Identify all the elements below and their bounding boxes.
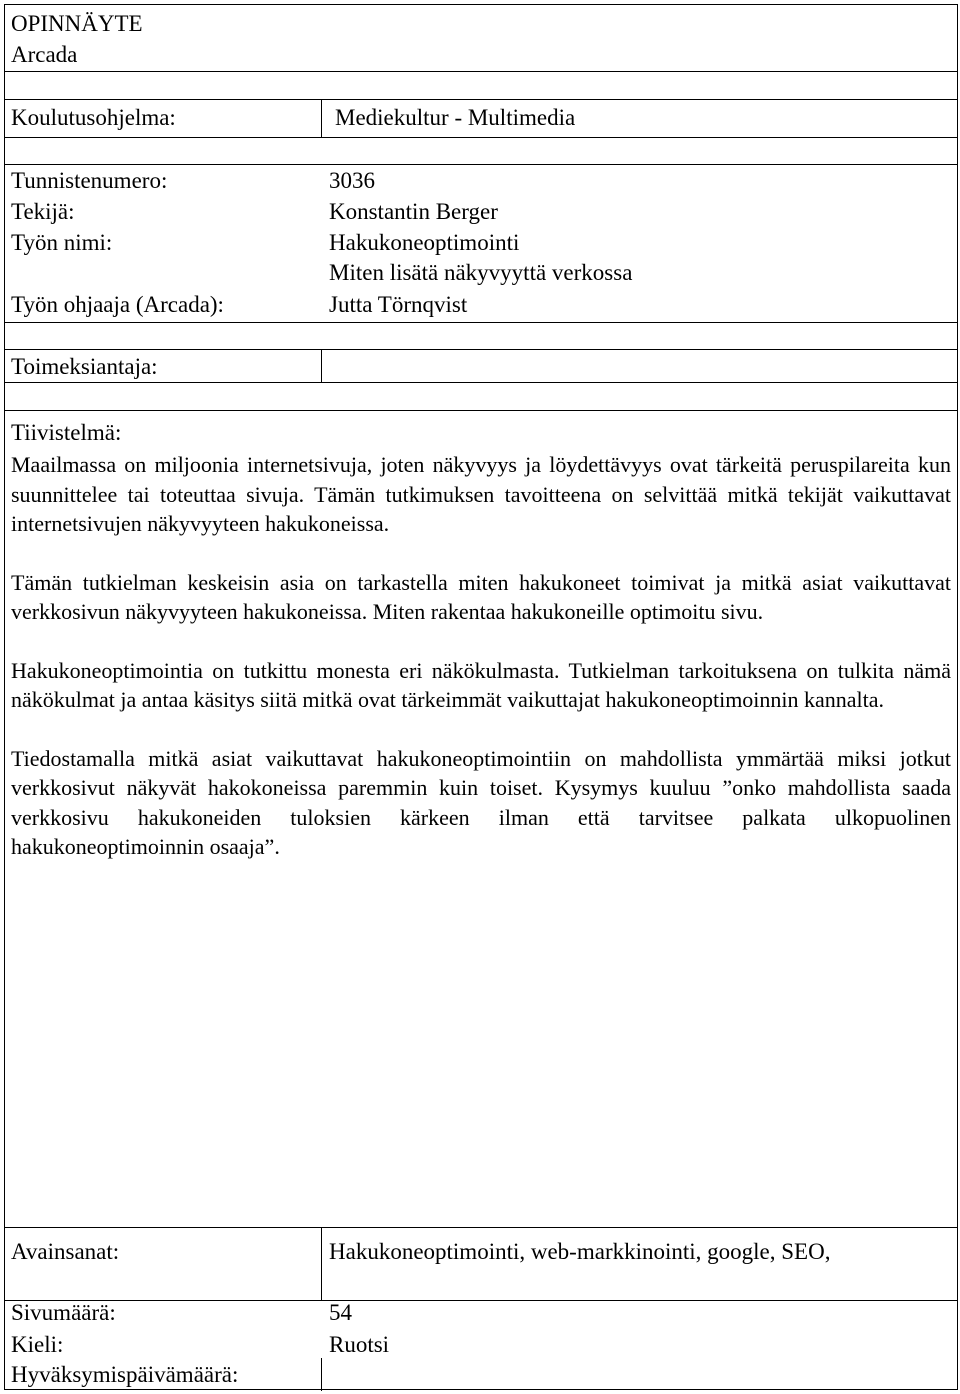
divider [5, 382, 957, 383]
id-value: 3036 [329, 168, 375, 193]
language-label: Kieli: [11, 1332, 64, 1357]
divider [5, 137, 957, 138]
work-title-value: Hakukoneoptimointi [329, 230, 520, 255]
work-title-label: Työn nimi: [11, 230, 113, 255]
program-label: Koulutusohjelma: [11, 105, 176, 130]
divider [321, 99, 322, 137]
keywords-label: Avainsanat: [11, 1239, 120, 1264]
id-label: Tunnistenumero: [11, 168, 168, 193]
page-count-value: 54 [329, 1300, 352, 1325]
divider [321, 1227, 322, 1300]
abstract-body [11, 450, 951, 891]
divider [5, 1227, 957, 1228]
author-label: Tekijä: [11, 199, 75, 224]
page-count-label: Sivumäärä: [11, 1300, 116, 1325]
divider [5, 322, 957, 323]
divider [5, 1300, 957, 1301]
program-value: Mediekultur - Multimedia [335, 105, 576, 130]
divider [5, 71, 957, 72]
institution-name: Arcada [11, 42, 78, 67]
divider [321, 349, 322, 382]
divider [5, 99, 957, 100]
abstract-paragraph: Tämän tutkielman keskeisin asia on tarkastella miten hakukoneet toimivat ja mitkä asiat vaikuttavat verkkosivun näkyvyyteen hakukoneissa. Miten rakentaa hakukoneille optimoitu sivu. [11, 569, 951, 624]
thesis-abstract-form [4, 4, 958, 1390]
keywords-value: Hakukoneoptimointi, web-markkinointi, google, SEO, [329, 1239, 831, 1264]
divider [5, 349, 957, 350]
work-subtitle-value: Miten lisätä näkyvyyttä verkossa [329, 260, 633, 285]
abstract-paragraph: Maailmassa on miljoonia internetsivuja, joten näkyvyys ja löydettävyys ovat tärkeitä peruspilareita kun suunnittelee tai toteuttaa sivuja. Tämän tutkimuksen tavoitteena on selvittää mitkä tekijät vaikuttavat internetsivujen näkyvyyteen hakukoneissa. [11, 452, 951, 536]
approval-date-label: Hyväksymispäivämäärä: [11, 1362, 239, 1387]
commissioner-label: Toimeksiantaja: [11, 354, 158, 379]
abstract-heading: Tiivistelmä: [11, 420, 122, 445]
supervisor-value: Jutta Törnqvist [329, 292, 468, 317]
abstract-paragraph: Tiedostamalla mitkä asiat vaikuttavat hakukoneoptimointiin on mahdollista ymmärtää miksi jotkut verkkosivut näkyvät hakokoneissa paremmin kuin toiset. Kysymys kuuluu ”onko mahdollista saada verkkosivu hakukoneiden tuloksien kärkeen ilman että tarvitsee palkata ulkopuolinen hakukoneoptimoinnin osaaja”. [11, 745, 951, 859]
supervisor-label: Työn ohjaaja (Arcada): [11, 292, 224, 317]
language-value: Ruotsi [329, 1332, 390, 1357]
divider [321, 1358, 322, 1391]
document-title: OPINNÄYTE [11, 11, 143, 36]
author-value: Konstantin Berger [329, 199, 498, 224]
divider [5, 164, 957, 165]
abstract-paragraph: Hakukoneoptimointia on tutkittu monesta eri näkökulmasta. Tutkielman tarkoituksena on tulkita nämä näkökulmat ja antaa käsitys siitä mitkä ovat tärkeimmät vaikuttajat hakukoneoptimoinnin kannalta. [11, 657, 951, 712]
divider [5, 410, 957, 411]
